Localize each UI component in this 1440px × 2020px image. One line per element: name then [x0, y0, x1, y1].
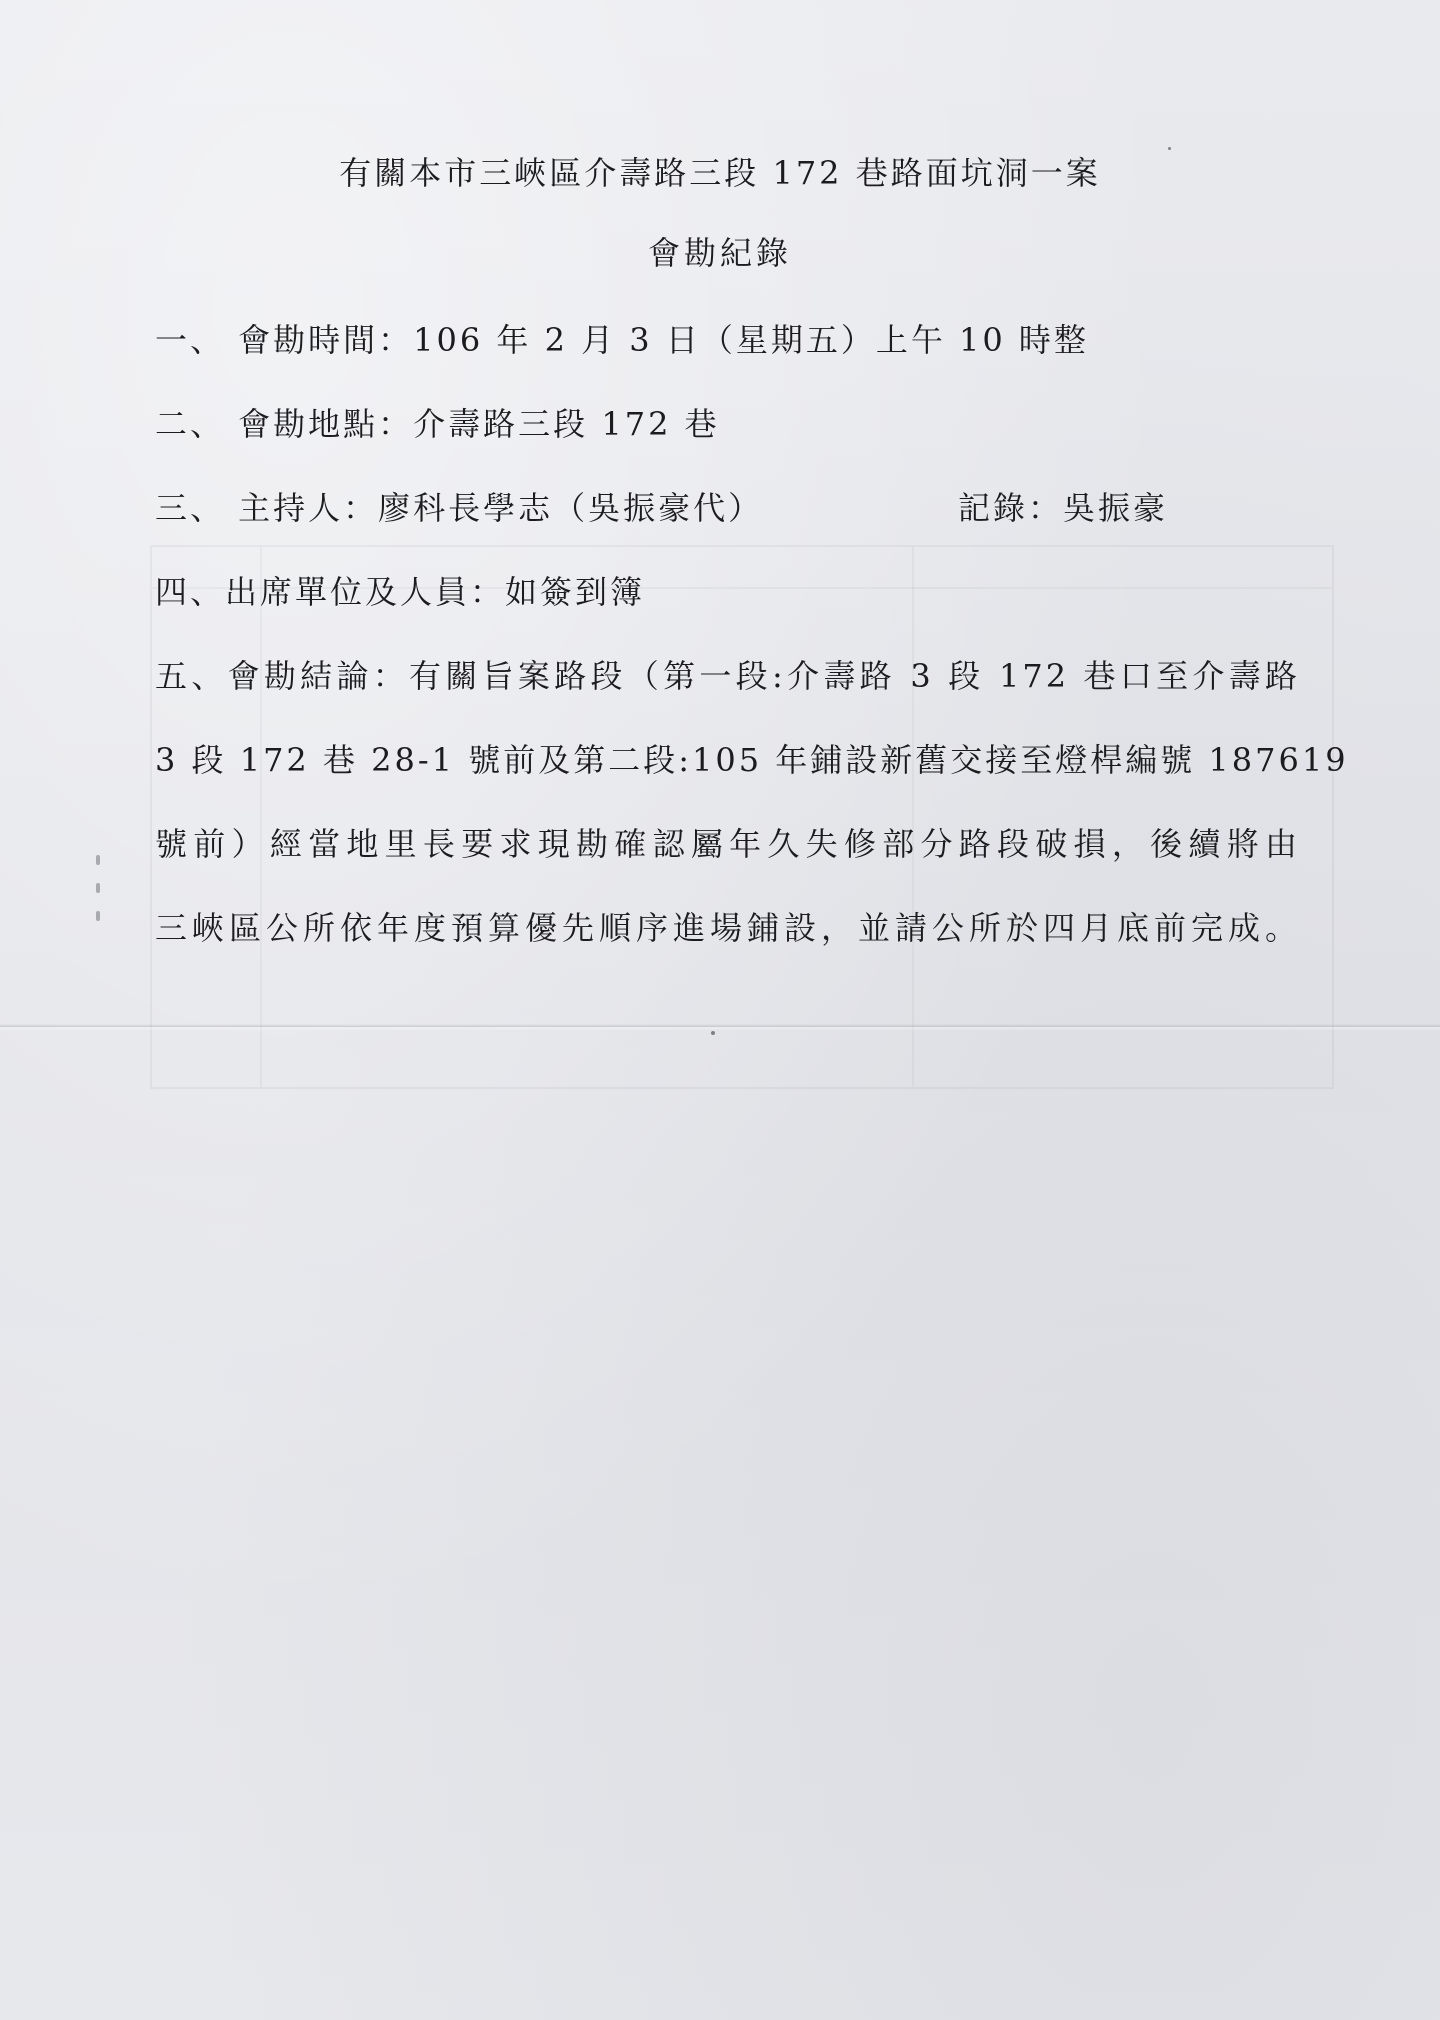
inspection-time: 一、 會勘時間：106 年 2 月 3 日（星期五）上午 10 時整 — [155, 321, 1089, 359]
conclusion-line: 號前）經當地里長要求現勘確認屬年久失修部分路段破損，後續將由 — [155, 825, 1300, 863]
punch-mark — [96, 855, 100, 865]
document-title: 有關本市三峽區介壽路三段 172 巷路面坑洞一案 — [339, 154, 1101, 192]
dust-speck — [711, 1031, 715, 1035]
document-subtitle: 會勘紀錄 — [647, 234, 792, 272]
recorder: 記錄：吳振豪 — [958, 489, 1169, 527]
inspection-location: 二、 會勘地點：介壽路三段 172 巷 — [155, 405, 720, 443]
paper-fold-line — [0, 1024, 1440, 1030]
punch-mark — [96, 883, 100, 893]
conclusion-line: 三峽區公所依年度預算優先順序進場鋪設，並請公所於四月底前完成。 — [155, 909, 1300, 947]
conclusion-line: 五、會勘結論：有關旨案路段（第一段:介壽路 3 段 172 巷口至介壽路 — [155, 657, 1300, 695]
punch-hole-marks — [96, 855, 104, 925]
inspection-conclusion — [155, 651, 1349, 987]
meeting-chair: 三、 主持人：廖科長學志（吳振豪代） — [155, 489, 764, 527]
punch-mark — [96, 911, 100, 921]
conclusion-line: 3 段 172 巷 28-1 號前及第二段:105 年鋪設新舊交接至燈桿編號 187619 — [155, 741, 1349, 779]
attendees: 四、出席單位及人員：如簽到簿 — [155, 573, 646, 611]
